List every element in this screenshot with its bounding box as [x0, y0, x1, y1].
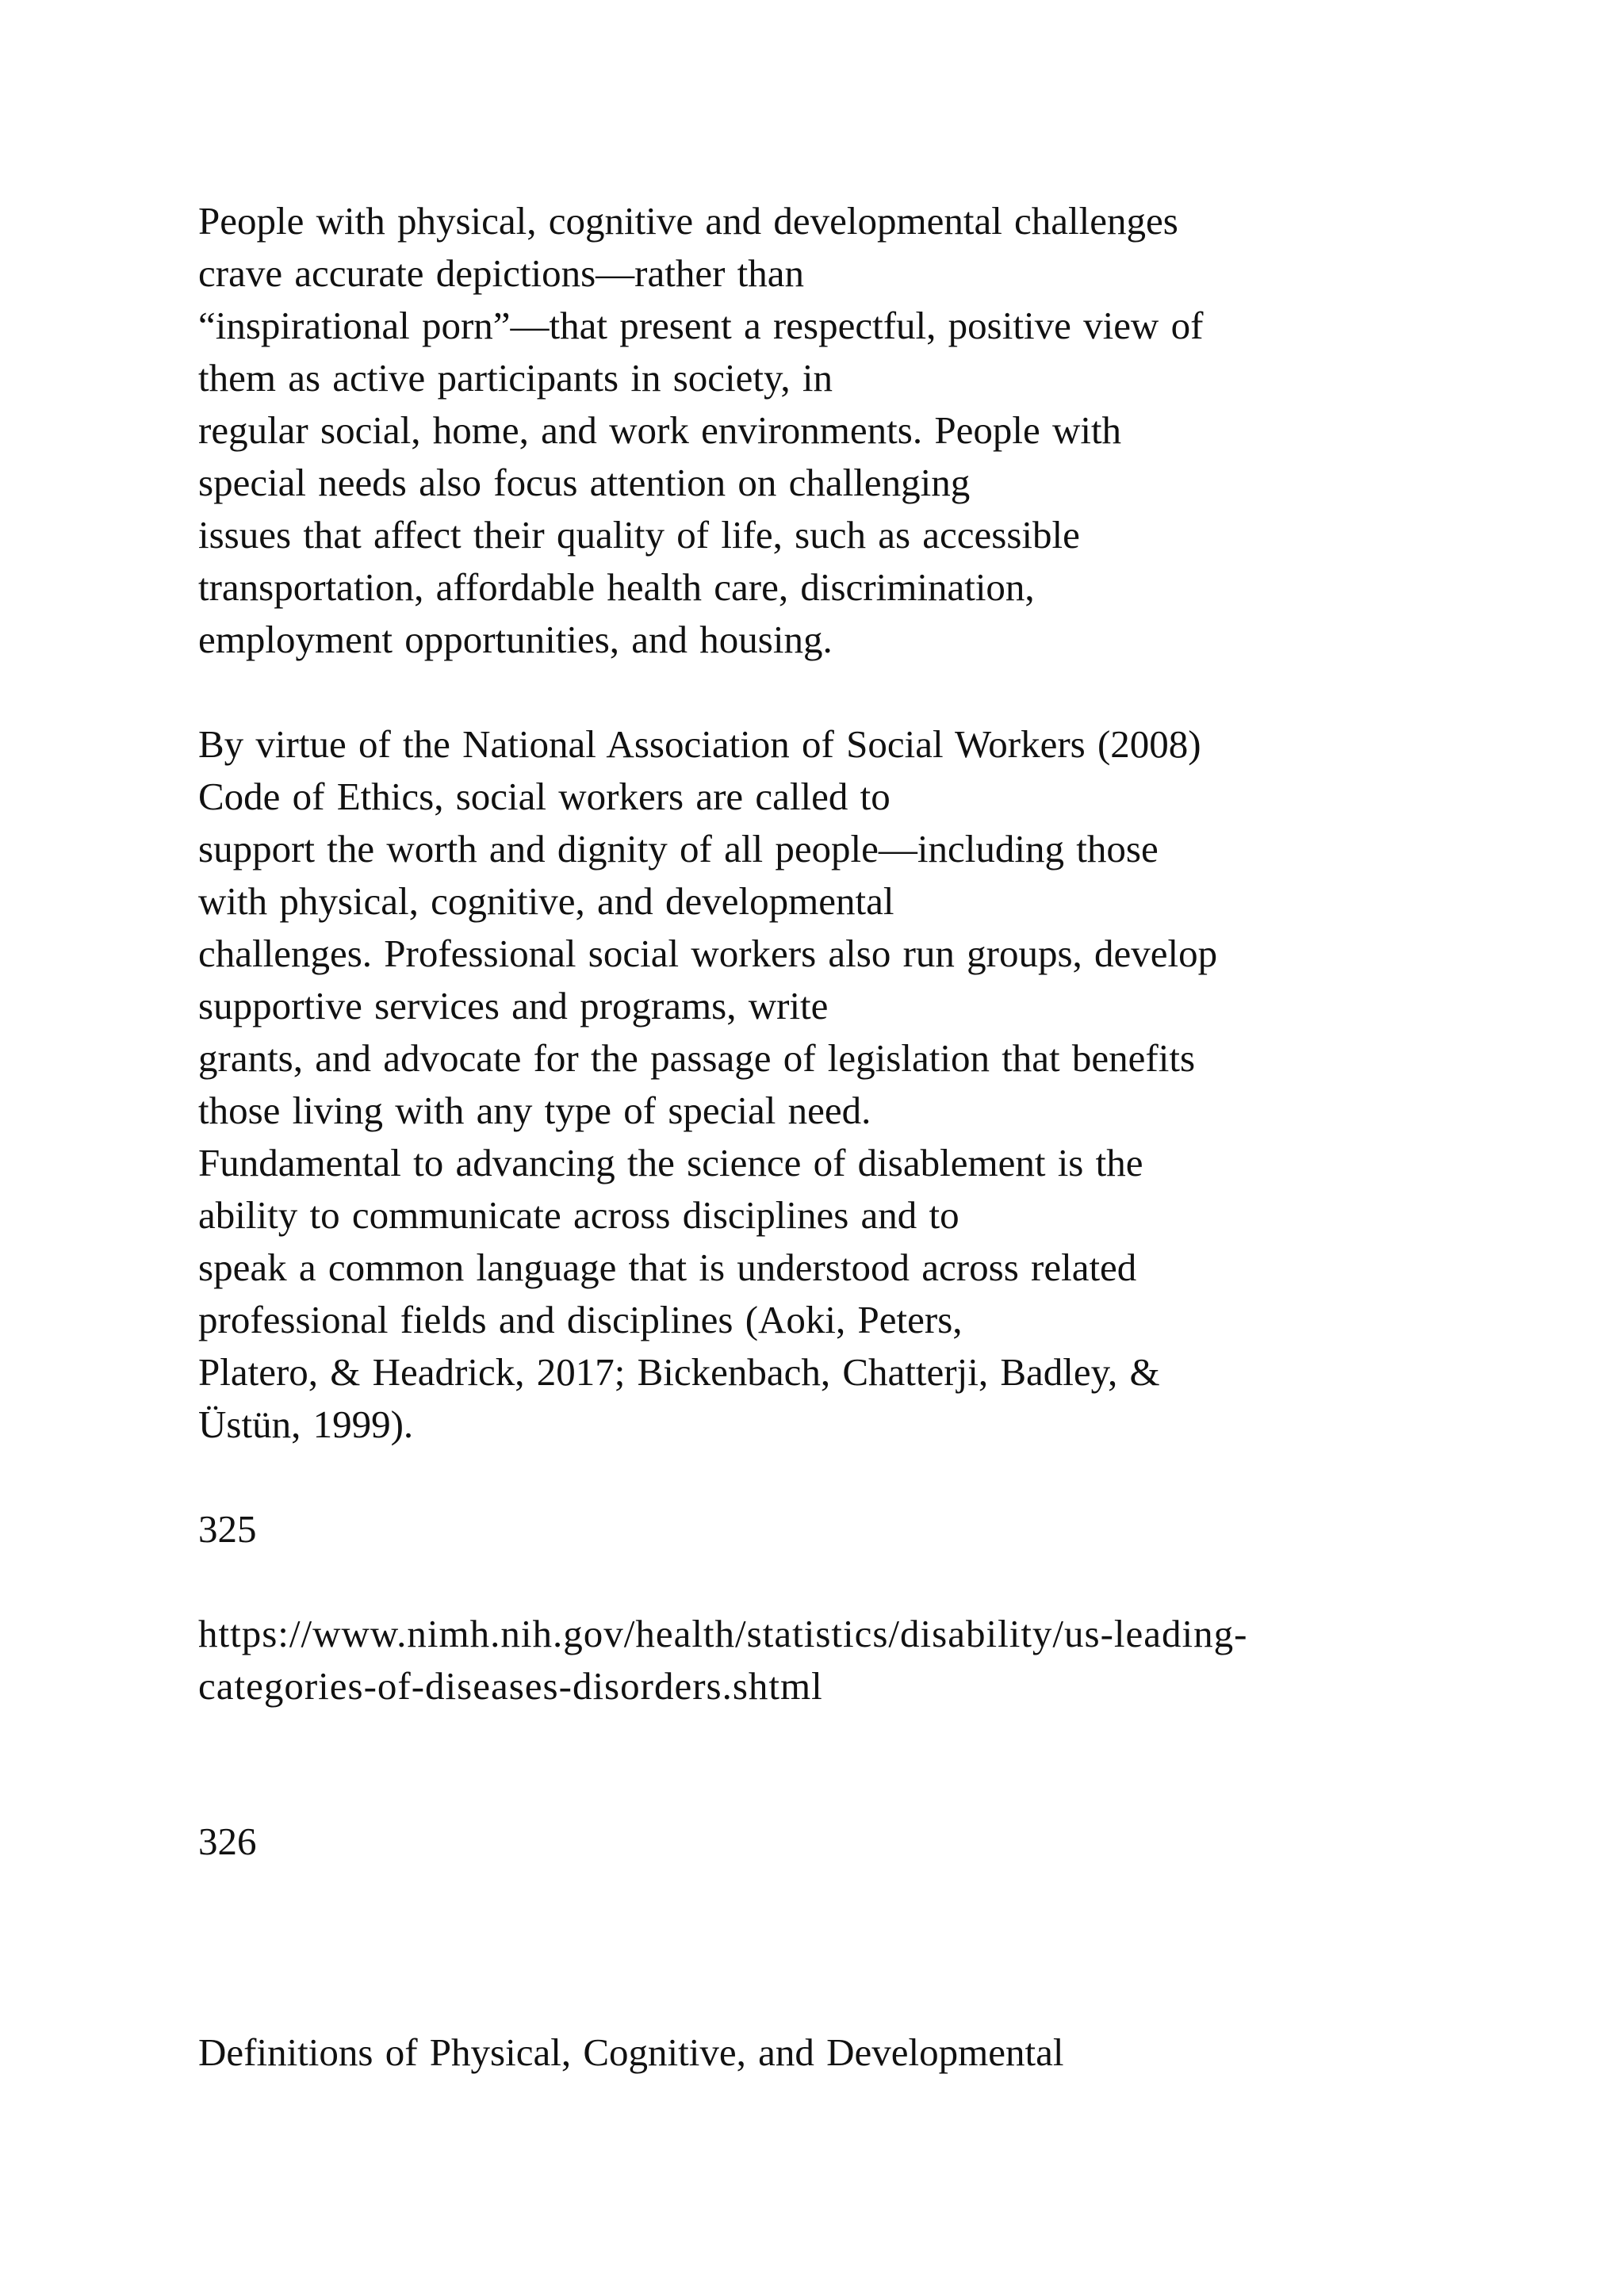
text-line: By virtue of the National Association of Social Workers (2008) [198, 722, 1201, 766]
text-line: grants, and advocate for the passage of legislation that benefits [198, 1036, 1196, 1080]
text-line: crave accurate depictions—rather than [198, 251, 805, 295]
text-line: those living with any type of special need. [198, 1089, 871, 1132]
text-line: special needs also focus attention on challenging [198, 461, 971, 504]
text-line: Fundamental to advancing the science of disablement is the [198, 1141, 1143, 1184]
url-line: categories-of-diseases-disorders.shtml [198, 1664, 823, 1708]
text-line: People with physical, cognitive and developmental challenges [198, 199, 1178, 243]
url-line: https://www.nimh.nih.gov/health/statistics/disability/us-leading- [198, 1612, 1248, 1655]
text-line: support the worth and dignity of all people—including those [198, 827, 1159, 871]
text-line: professional fields and disciplines (Aoki, Peters, [198, 1298, 963, 1341]
text-line: with physical, cognitive, and developmental [198, 879, 894, 923]
text-line: issues that affect their quality of life, such as accessible [198, 513, 1080, 557]
text-line: ability to communicate across disciplines and to [198, 1193, 959, 1237]
section-heading: Definitions of Physical, Cognitive, and Developmental [198, 2030, 1064, 2074]
text-line: supportive services and programs, write [198, 984, 829, 1027]
text-line: speak a common language that is understood across related [198, 1246, 1137, 1289]
text-line: Üstün, 1999). [198, 1402, 414, 1446]
text-line: transportation, affordable health care, discrimination, [198, 565, 1035, 609]
text-line: regular social, home, and work environments. People with [198, 408, 1122, 452]
text-line: Code of Ethics, social workers are called to [198, 775, 891, 818]
page-number: 326 [198, 1820, 257, 1863]
text-line: employment opportunities, and housing. [198, 618, 833, 661]
text-line: Platero, & Headrick, 2017; Bickenbach, Chatterji, Badley, & [198, 1350, 1160, 1394]
text-line: challenges. Professional social workers also run groups, develop [198, 932, 1218, 975]
text-line: “inspirational porn”—that present a respectful, positive view of [198, 304, 1204, 347]
text-line: them as active participants in society, in [198, 356, 833, 400]
page-number: 325 [198, 1507, 257, 1551]
